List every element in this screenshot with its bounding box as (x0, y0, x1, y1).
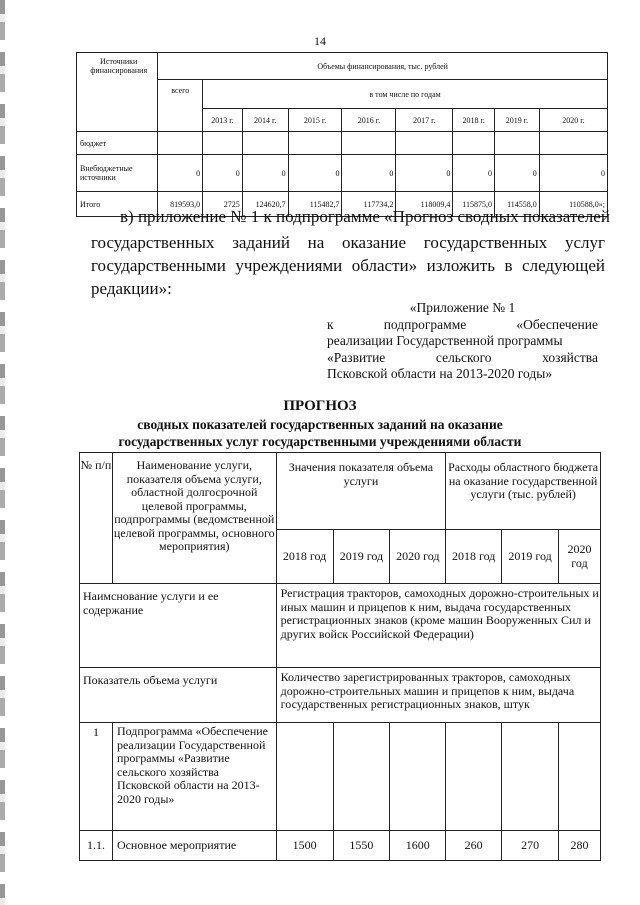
table-row (77, 155, 608, 192)
doc-title: ПРОГНОЗ (283, 398, 357, 414)
header-name: Наименование услуги, показателя объема услуги, областной долгосрочной целевой программы, подпрограммы (ведомственной целевой программы, основного мероприятия) (112, 453, 276, 584)
cell: 819593,0 (158, 192, 203, 217)
doc-subtitle: государственных услуг государственными учреждениями области (118, 434, 522, 449)
scan-edge-artifact (0, 0, 5, 905)
row-label: бюджет (77, 132, 158, 155)
cell: 0 (158, 155, 203, 192)
appendix-line: реализации Государственной программы (327, 333, 563, 348)
cell: 115482,7 (288, 192, 342, 217)
cell: 2725 (203, 192, 243, 217)
appendix-line: к подпрограмме «Обеспечение (327, 316, 598, 332)
paragraph-line: редакции»: (91, 279, 172, 298)
year-header: 2017 г. (396, 109, 453, 132)
year-header: 2015 г. (288, 109, 342, 132)
table-row (77, 132, 608, 155)
indicator-description: Количество зарегистрированных тракторов, самоходных дорожно-строительных машин и прицепов к ним, выдача государственных регистрационных знаков, штук (276, 668, 600, 723)
service-description: Регистрация тракторов, самоходных дорожно-строительных и иных машин и прицепов к ним, выдача государственных регистрационных знаков (кроме машин Вооруженных Сил и других войск Российской Федерации) (276, 584, 600, 668)
cell: 0 (203, 155, 243, 192)
cell: 1500 (276, 831, 333, 861)
row-num: 1 (80, 723, 113, 831)
cell: 0 (539, 155, 607, 192)
header-num: № п/п (80, 453, 113, 584)
table-row (80, 723, 601, 831)
table-row (80, 584, 601, 668)
header-total: всего (158, 80, 203, 132)
appendix-line: Псковской области на 2013-2020 годы» (327, 366, 553, 381)
year-header: 2013 г. (203, 109, 243, 132)
row-label: Итого (77, 192, 158, 217)
year-header: 2020 г. (539, 109, 607, 132)
service-label: Наимснование услуги и ее содержание (80, 584, 277, 668)
cell: 114558,0 (495, 192, 540, 217)
cell: 124620,7 (242, 192, 288, 217)
header-values: Значения показателя объема услуги (276, 453, 446, 530)
year-header: 2018 г. (453, 109, 495, 132)
appendix-block (327, 300, 598, 383)
cell: 118009,4 (396, 192, 453, 217)
row-name: Основное мероприятие (112, 831, 276, 861)
year-header: 2018 год (276, 530, 333, 584)
cell: 0 (288, 155, 342, 192)
paragraph-line: в) приложение № 1 к подпрограмме «Прогноз сводных показателей (120, 207, 610, 226)
year-header: 2019 г. (495, 109, 540, 132)
cell: 260 (446, 831, 502, 861)
financing-table (76, 52, 608, 217)
page-number: 14 (314, 34, 326, 48)
appendix-line: «Развитие сельского хозяйства (327, 349, 598, 365)
row-num: 1.1. (80, 831, 113, 861)
header-by-years: в том числе по годам (203, 80, 608, 109)
paragraph-line: государственными учреждениями области» изложить в следующей (91, 256, 605, 275)
cell: 1600 (390, 831, 446, 861)
cell: 0 (396, 155, 453, 192)
row-label: Внебюджетные источники (77, 155, 158, 192)
row-name: Подпрограмма «Обеспечение реализации Государственной программы «Развитие сельского хозяйства Псковской области на 2013-2020 годы» (112, 723, 276, 831)
header-source: Источники финансирования (77, 53, 158, 132)
cell: 270 (502, 831, 559, 861)
table-row (80, 668, 601, 723)
year-header: 2020 год (390, 530, 446, 584)
year-header: 2016 г. (342, 109, 396, 132)
cell: 115875,0 (453, 192, 495, 217)
header-volumes: Объемы финансирования, тыс. рублей (158, 53, 608, 80)
cell: 0 (342, 155, 396, 192)
cell: 117734,2 (342, 192, 396, 217)
cell: 110588,0»; (539, 192, 607, 217)
appendix-line: «Приложение № 1 (409, 300, 516, 315)
forecast-table (79, 452, 601, 861)
cell: 1550 (333, 831, 390, 861)
year-header: 2019 год (333, 530, 390, 584)
cell: 0 (453, 155, 495, 192)
year-header: 2018 год (446, 530, 502, 584)
cell: 0 (495, 155, 540, 192)
header-expenses: Расходы областного бюджета на оказание государственной услуги (тыс. рублей) (446, 453, 601, 530)
year-header: 2019 год (502, 530, 559, 584)
cell: 280 (559, 831, 601, 861)
cell: 0 (242, 155, 288, 192)
indicator-label: Показатель объема услуги (80, 668, 277, 723)
year-header: 2020 год (559, 530, 601, 584)
paragraph-line: государственных заданий на оказание государственных услуг (91, 233, 605, 252)
doc-subtitle: сводных показателей государственных заданий на оказание (137, 417, 503, 432)
year-header: 2014 г. (242, 109, 288, 132)
table-row (80, 831, 601, 861)
